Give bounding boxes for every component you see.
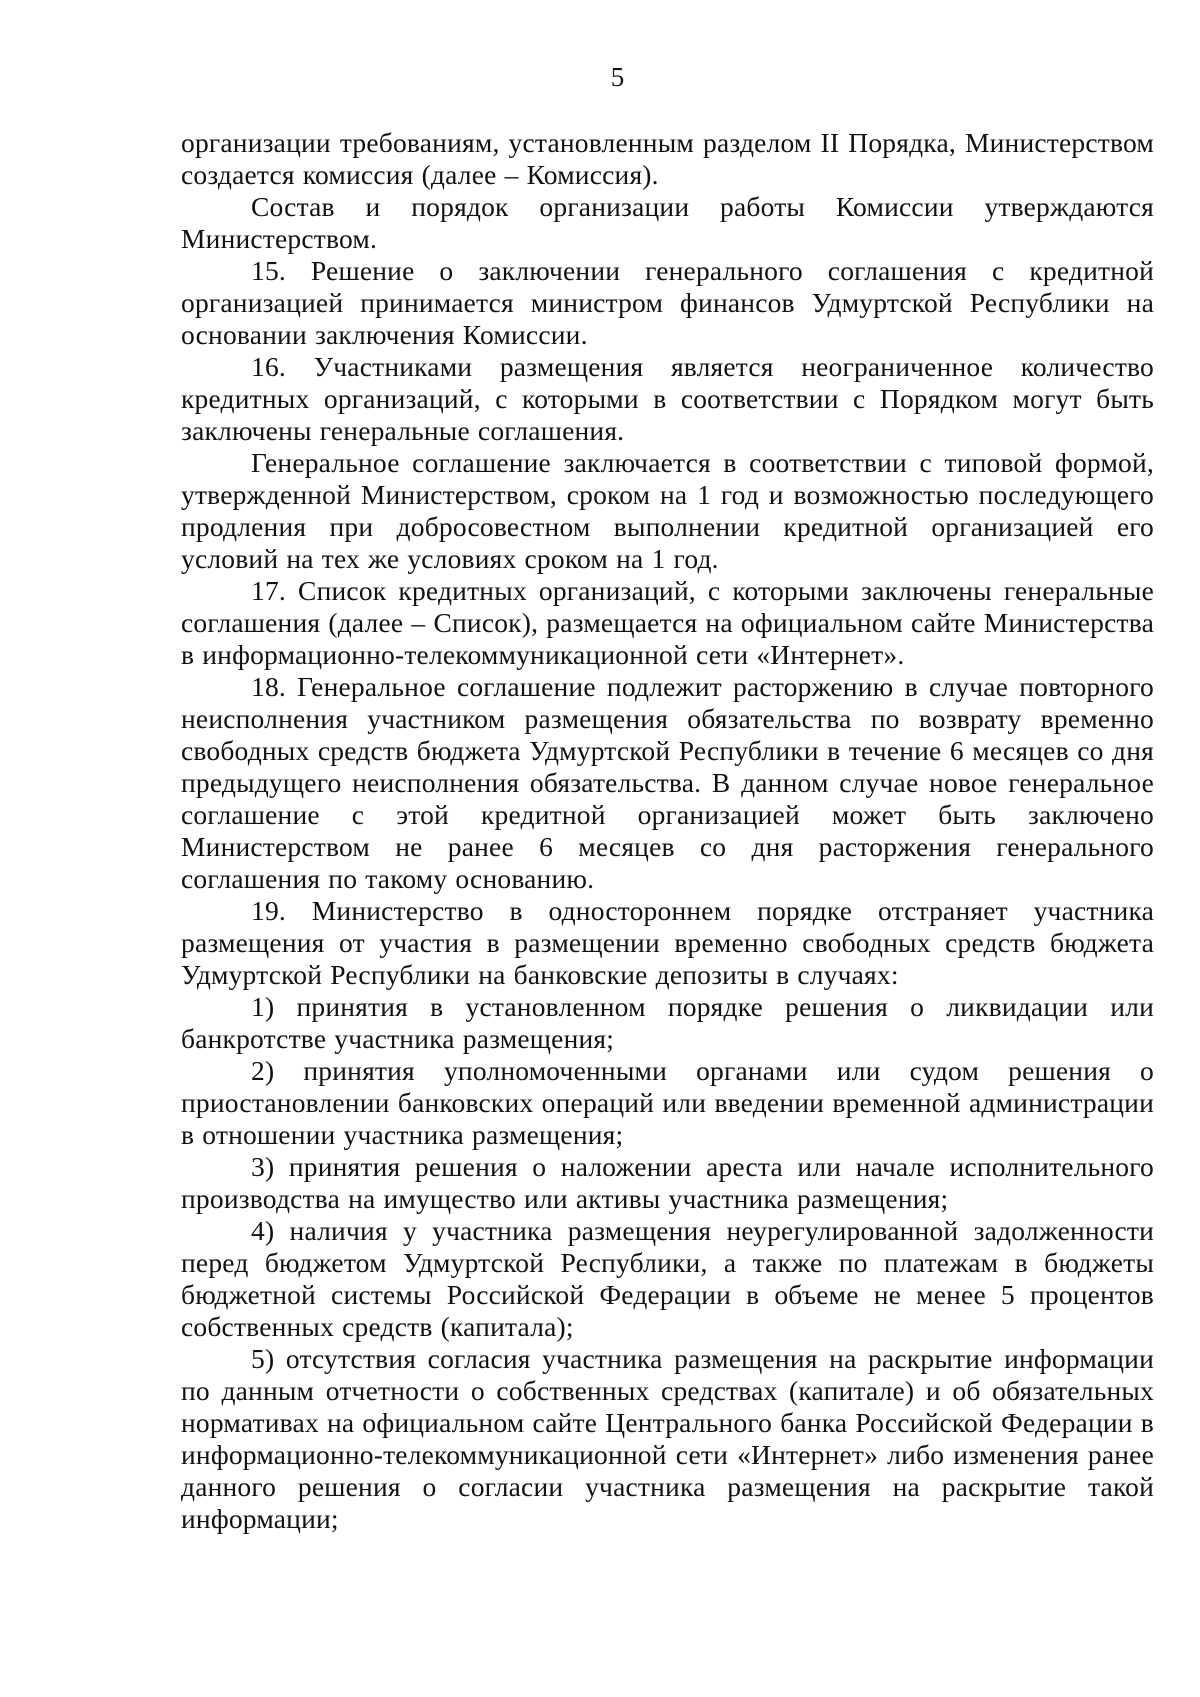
paragraph-item-18: 18. Генеральное соглашение подлежит расторжению в случае повторного неисполнения участником размещения обязательства по возврату временно свободных средств бюджета Удмуртской Республики в течение 6 месяцев со дня предыдущего неисполнения обязательства. В данном случае новое генеральное соглашение с этой кредитной организацией может быть заключено Министерством не ранее 6 месяцев со дня расторжения генерального соглашения по такому основанию. (181, 671, 1154, 894)
paragraph-subitem-4: 4) наличия у участника размещения неурегулированной задолженности перед бюджетом Удмуртской Республики, а также по платежам в бюджеты бюджетной системы Российской Федерации в объеме не менее 5 процентов собственных средств (капитала); (181, 1215, 1154, 1342)
paragraph-item-15: 15. Решение о заключении генерального соглашения с кредитной организацией принимается министром финансов Удмуртской Республики на основании заключения Комиссии. (181, 255, 1154, 350)
paragraph-subitem-3: 3) принятия решения о наложении ареста или начале исполнительного производства на имущество или активы участника размещения; (181, 1151, 1154, 1214)
document-body (181, 127, 1154, 1535)
page-number: 5 (610, 62, 625, 92)
paragraph-item-17: 17. Список кредитных организаций, с которыми заключены генеральные соглашения (далее – Список), размещается на официальном сайте Министерства в информационно-телекоммуникационной сети «Интернет». (181, 575, 1154, 670)
paragraph-subitem-5: 5) отсутствия согласия участника размещения на раскрытие информации по данным отчетности о собственных средствах (капитале) и об обязательных нормативах на официальном сайте Центрального банка Российской Федерации в информационно-телекоммуникационной сети «Интернет» либо изменения ранее данного решения о согласии участника размещения на раскрытие такой информации; (181, 1343, 1154, 1534)
paragraph-continuation: организации требованиям, установленным разделом II Порядка, Министерством создается комиссия (далее – Комиссия). (181, 127, 1154, 190)
paragraph-subitem-1: 1) принятия в установленном порядке решения о ликвидации или банкротстве участника размещения; (181, 991, 1154, 1054)
paragraph-item-16: 16. Участниками размещения является неограниченное количество кредитных организаций, с которыми в соответствии с Порядком могут быть заключены генеральные соглашения. (181, 351, 1154, 446)
paragraph-commission-composition: Состав и порядок организации работы Комиссии утверждаются Министерством. (181, 191, 1154, 254)
paragraph-subitem-2: 2) принятия уполномоченными органами или судом решения о приостановлении банковских операций или введении временной администрации в отношении участника размещения; (181, 1055, 1154, 1150)
paragraph-general-agreement: Генеральное соглашение заключается в соответствии с типовой формой, утвержденной Министерством, сроком на 1 год и возможностью последующего продления при добросовестном выполнении кредитной организацией его условий на тех же условиях сроком на 1 год. (181, 447, 1154, 574)
paragraph-item-19: 19. Министерство в одностороннем порядке отстраняет участника размещения от участия в размещении временно свободных средств бюджета Удмуртской Республики на банковские депозиты в случаях: (181, 895, 1154, 990)
